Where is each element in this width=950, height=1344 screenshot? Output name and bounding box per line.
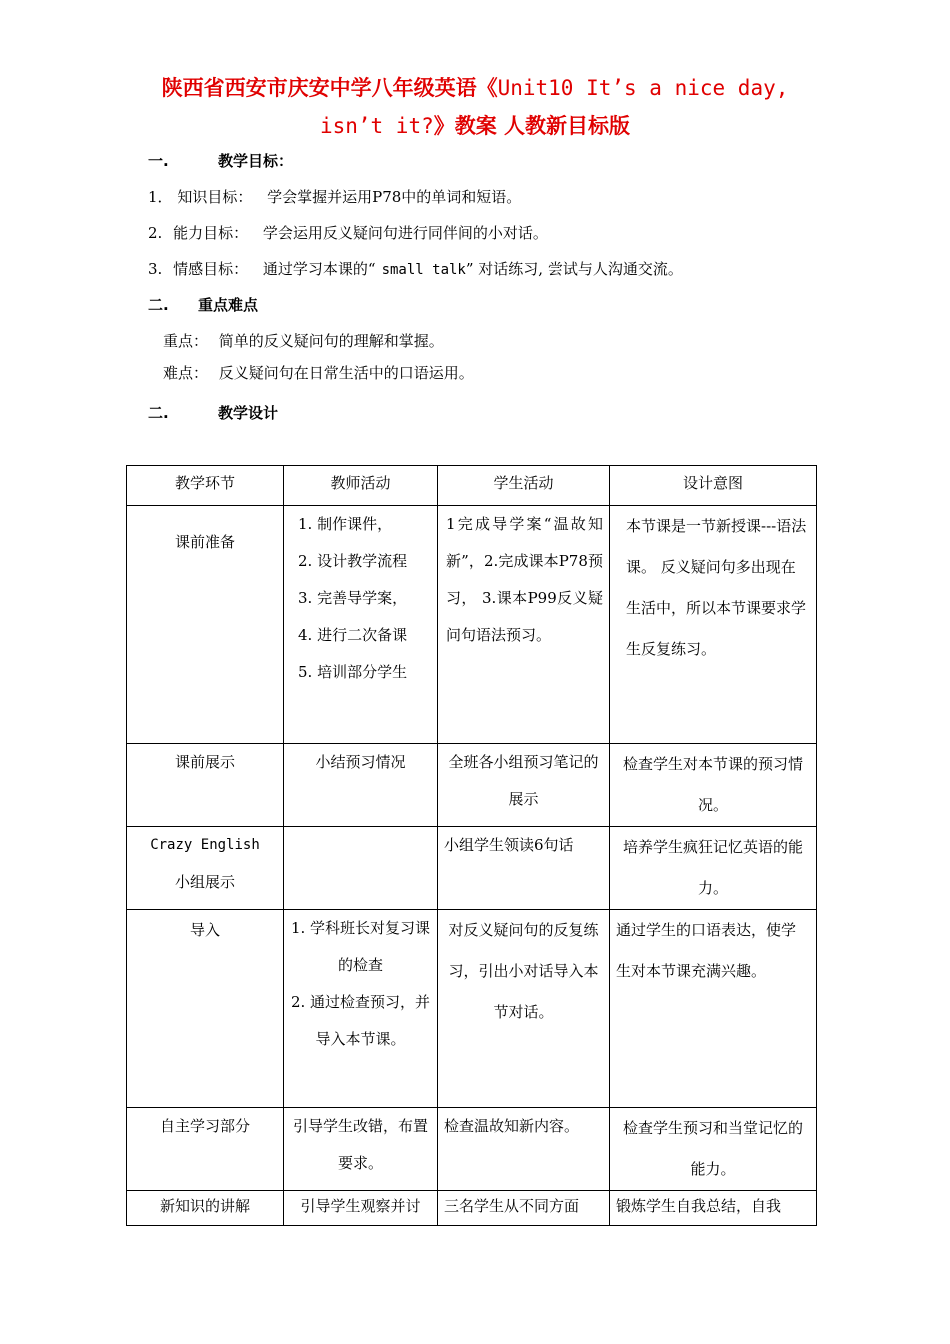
cell-stage: 导入 (127, 910, 284, 1108)
header-student: 学生活动 (438, 466, 610, 506)
title-en-part-2: isn’t it? (319, 114, 434, 138)
header-teacher: 教师活动 (284, 466, 438, 506)
section1-number: 一. (148, 152, 169, 170)
section2-heading (148, 294, 258, 315)
cell-student: 全班各小组预习笔记的展示 (438, 744, 610, 827)
title-cn-part-1: 陕西省西安市庆安中学八年级英语《 (161, 76, 498, 100)
section3-title: 教学设计 (217, 404, 278, 422)
page-title-line-2 (0, 110, 950, 140)
teaching-design-table (126, 465, 817, 1226)
section2-number: 二. (148, 296, 169, 314)
goal-item-3 (148, 258, 683, 279)
goal-item-2 (148, 222, 548, 243)
cell-student: 小组学生领读6句话 (438, 827, 610, 910)
cell-stage: 新知识的讲解 (127, 1191, 284, 1226)
section3-heading (148, 402, 278, 423)
difficult-point-text: 反义疑问句在日常生活中的口语运用。 (218, 364, 474, 382)
cell-intent: 检查学生预习和当堂记忆的能力。 (610, 1108, 817, 1191)
cell-teacher: 引导学生改错，布置要求。 (284, 1108, 438, 1191)
table-row (127, 827, 817, 910)
goal-item-1 (148, 186, 521, 207)
cell-intent: 本节课是一节新授课---语法课。 反义疑问句多出现在生活中，所以本节课要求学生反复练习。 (610, 506, 817, 744)
cell-teacher (284, 506, 438, 744)
goal-3-number: 3. (148, 260, 163, 278)
cell-intent: 培养学生疯狂记忆英语的能力。 (610, 827, 817, 910)
key-point (163, 330, 444, 351)
teacher-item: 4. 进行二次备课 (298, 626, 408, 644)
cell-intent: 锻炼学生自我总结，自我 (610, 1191, 817, 1226)
table-row (127, 744, 817, 827)
cell-stage: 课前准备 (127, 506, 284, 744)
title-cn-part-2: 》教案 人教新目标版 (433, 114, 631, 138)
section1-title: 教学目标： (217, 152, 293, 170)
cell-stage: 自主学习部分 (127, 1108, 284, 1191)
title-en-part-1: Unit10 It’s a nice day, (497, 76, 789, 100)
header-stage: 教学环节 (127, 466, 284, 506)
goal-3-text-en: small talk (381, 262, 466, 278)
cell-intent: 检查学生对本节课的预习情况。 (610, 744, 817, 827)
teacher-item: 2. 设计教学流程 (298, 552, 408, 570)
key-point-label: 重点： (163, 332, 209, 350)
goal-3-label: 情感目标： (173, 260, 249, 278)
cell-teacher (284, 827, 438, 910)
table-row (127, 1191, 817, 1226)
cell-teacher: 引导学生观察并讨 (284, 1191, 438, 1226)
goal-1-text: 学会掌握并运用P78中的单词和短语。 (267, 188, 522, 206)
cell-teacher: 小结预习情况 (284, 744, 438, 827)
teacher-item: 1. 制作课件， (298, 515, 393, 533)
goal-1-label: 知识目标： (177, 188, 253, 206)
goal-1-number: 1． (148, 188, 173, 206)
cell-stage (127, 827, 284, 910)
goal-3-text-a: 通过学习本课的“ (262, 260, 376, 278)
table-header-row (127, 466, 817, 506)
teacher-item: 5. 培训部分学生 (298, 663, 408, 681)
goal-2-text: 学会运用反义疑问句进行同伴间的小对话。 (262, 224, 548, 242)
teacher-item: 2. 通过检查预习，并导入本节课。 (290, 993, 431, 1048)
cell-teacher (284, 910, 438, 1108)
cell-student: 1完成导学案“温故知新”，2.完成课本P78预习， 3.课本P99反义疑问句语法预习。 (438, 506, 610, 744)
cell-student: 对反义疑问句的反复练习，引出小对话导入本节对话。 (438, 910, 610, 1108)
goal-2-label: 能力目标： (173, 224, 249, 242)
key-point-text: 简单的反义疑问句的理解和掌握。 (218, 332, 444, 350)
difficult-point-label: 难点： (163, 364, 209, 382)
table-row (127, 1108, 817, 1191)
header-intent: 设计意图 (610, 466, 817, 506)
teacher-item: 3. 完善导学案， (298, 589, 408, 607)
section3-number: 二. (148, 404, 169, 422)
difficult-point (163, 362, 474, 383)
teacher-item: 1. 学科班长对复习课的检查 (290, 919, 431, 974)
table-row (127, 506, 817, 744)
table-row (127, 910, 817, 1108)
cell-stage: 课前展示 (127, 744, 284, 827)
goal-2-number: 2. (148, 224, 163, 242)
section1-heading (148, 150, 293, 171)
stage-cn: 小组展示 (174, 873, 235, 891)
cell-student: 检查温故知新内容。 (438, 1108, 610, 1191)
cell-intent: 通过学生的口语表达，使学生对本节课充满兴趣。 (610, 910, 817, 1108)
section2-title: 重点难点 (197, 296, 258, 314)
goal-3-text-b: ” 对话练习, 尝试与人沟通交流。 (465, 260, 683, 278)
cell-student: 三名学生从不同方面 (438, 1191, 610, 1226)
stage-en: Crazy English (150, 837, 260, 853)
page-title-line-1 (0, 72, 950, 102)
